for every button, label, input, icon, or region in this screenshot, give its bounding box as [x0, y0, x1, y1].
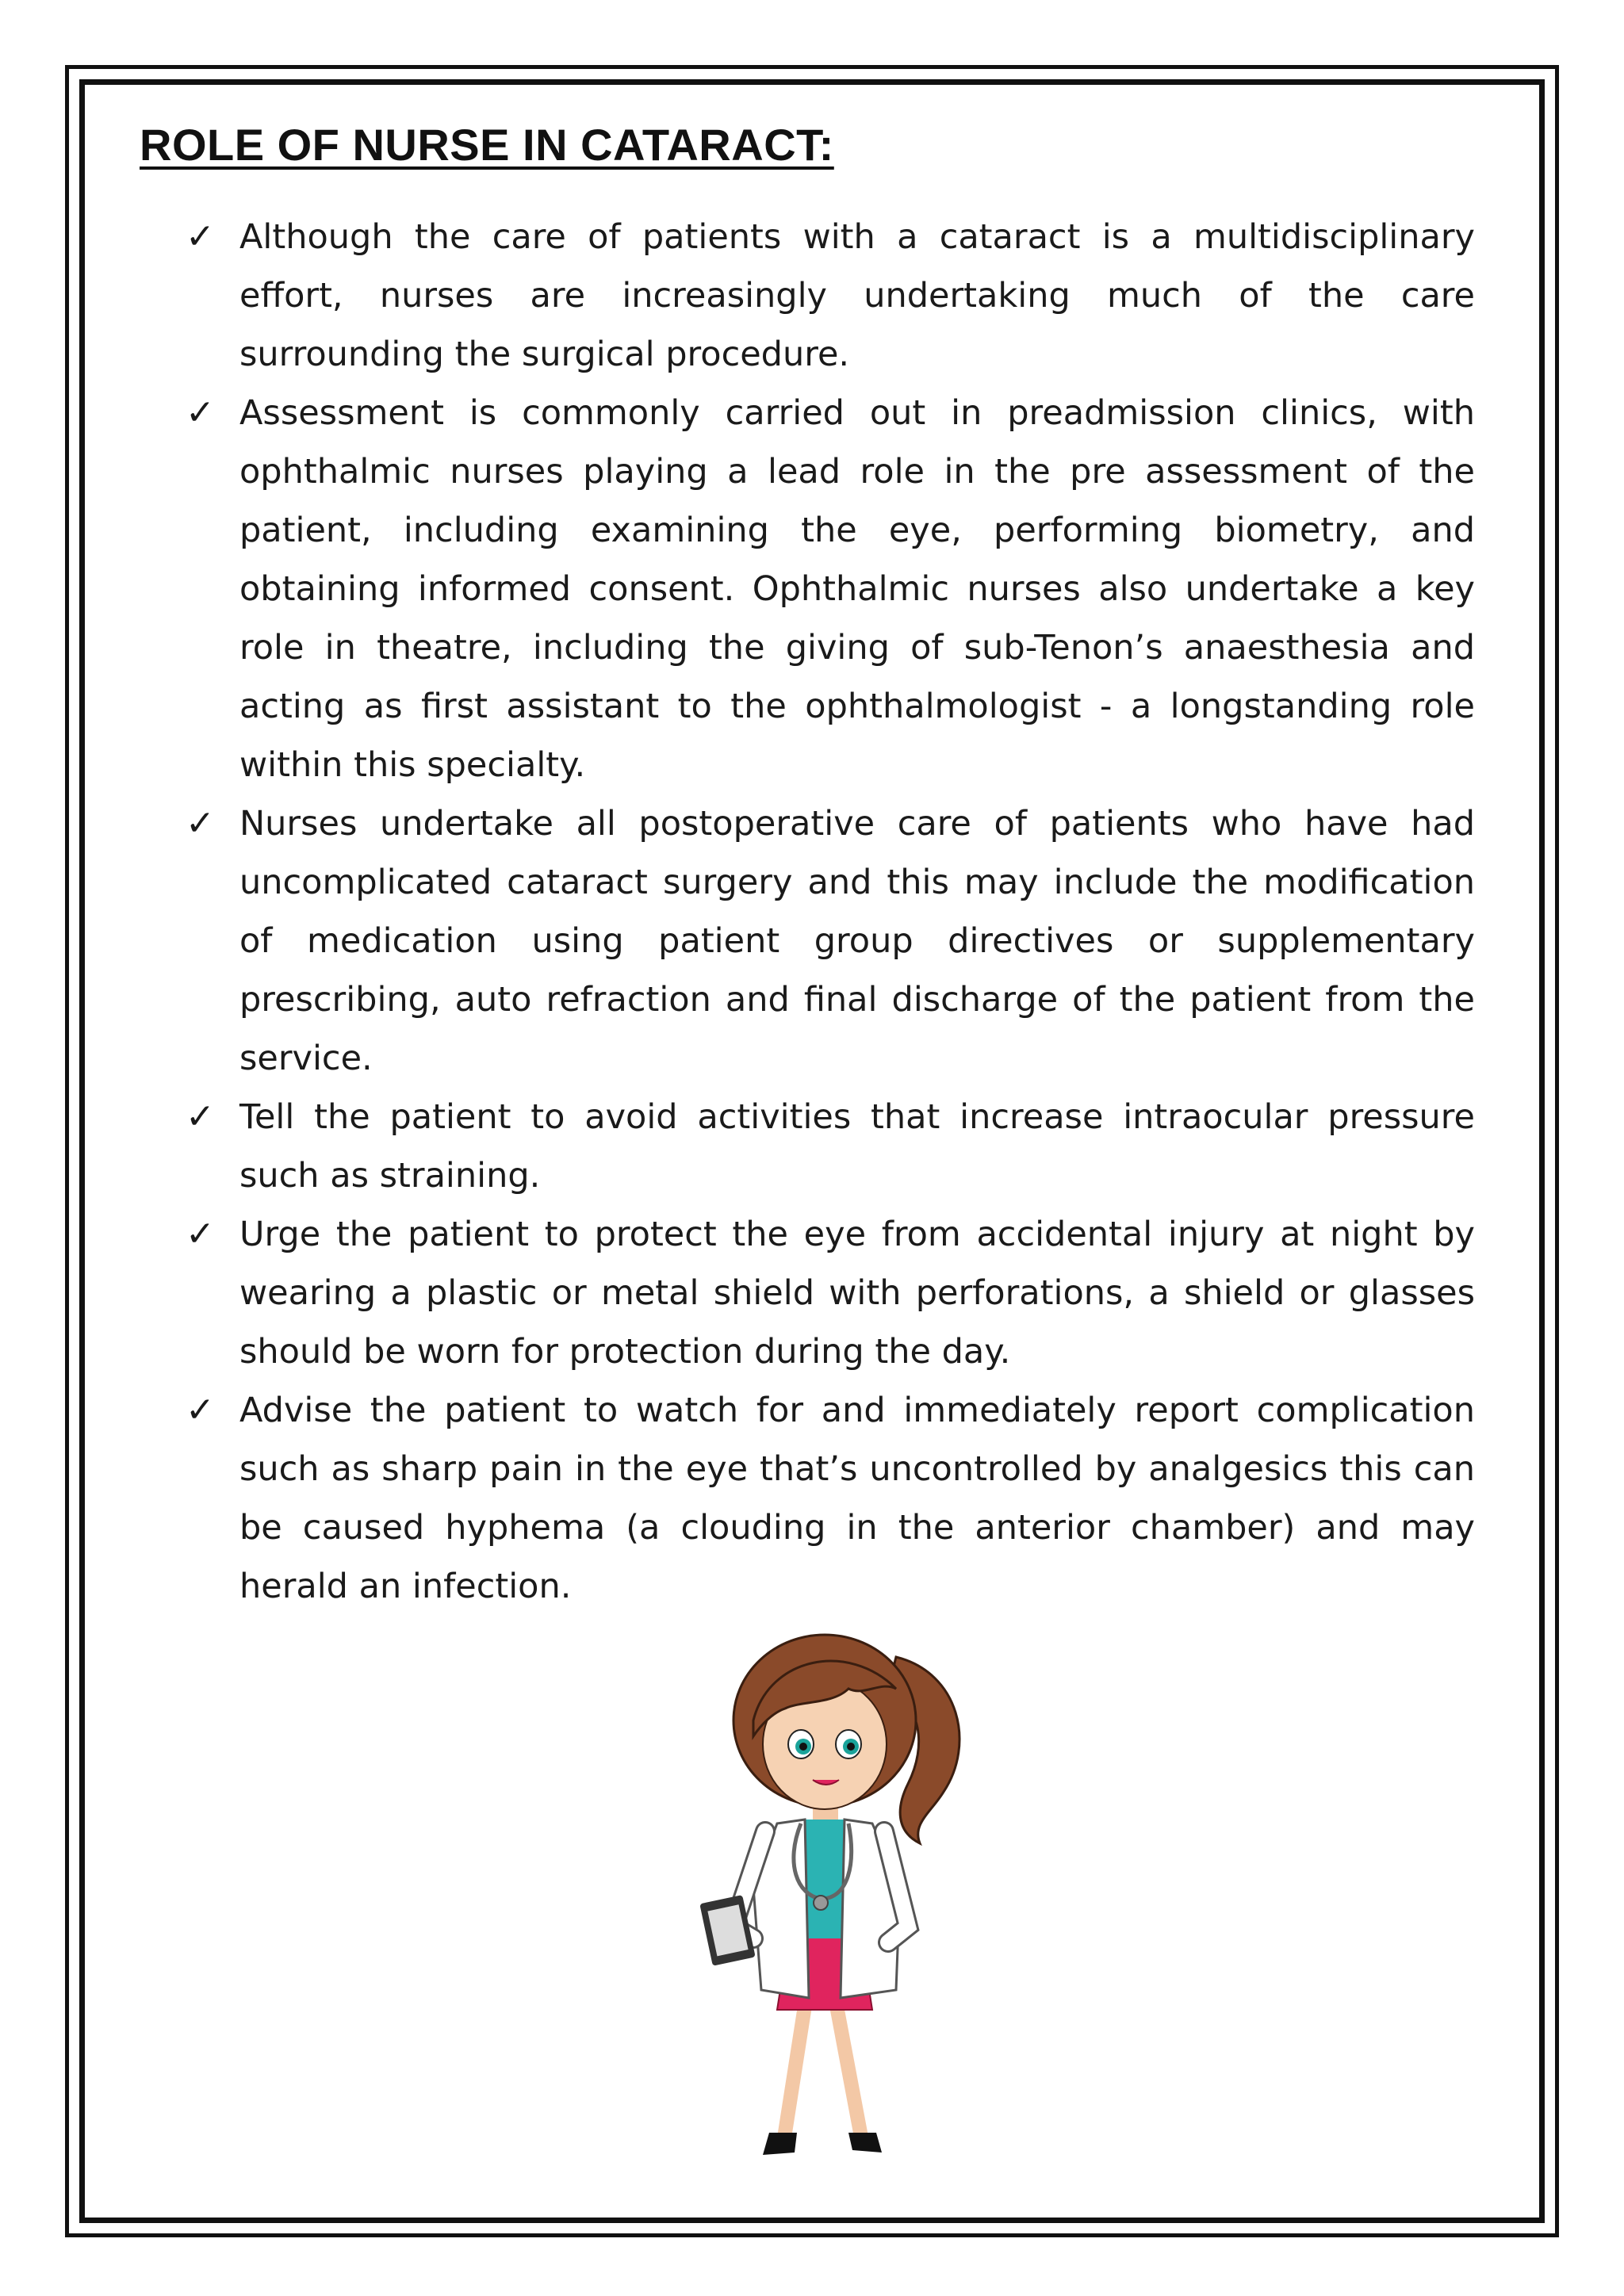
checkmark-icon: ✓	[186, 1390, 215, 1430]
list-item-text: Although the care of patients with a cataract is a multidisciplinary effort, nurses are increasingly undertaking much of the care surrounding the surgical procedure.	[239, 217, 1475, 374]
checkmark-icon: ✓	[186, 216, 215, 257]
list-item-text: Tell the patient to avoid activities that increase intraocular pressure such as straining.	[239, 1097, 1475, 1196]
list-item-text: Assessment is commonly carried out in preadmission clinics, with ophthalmic nurses playing a lead role in the pre assessment of the patient, including examining the eye, performing biometry, and obtaining informed consent. Ophthalmic nurses also undertake a key role in theatre, including the giving of sub-Tenon’s anaesthesia and acting as first assistant to the ophthalmologist - a longstanding role within this specialty.	[239, 393, 1475, 785]
list-item	[182, 208, 1475, 384]
list-item	[182, 1205, 1475, 1381]
list-item	[182, 794, 1475, 1088]
list-item	[182, 384, 1475, 794]
nurse-illustration	[658, 1625, 991, 2180]
list-item	[182, 1088, 1475, 1205]
checkmark-icon: ✓	[186, 803, 215, 844]
list-item-text: Nurses undertake all postoperative care of patients who have had uncomplicated cataract surgery and this may include the modification of medication using patient group directives or supplementary prescribing, auto refraction and final discharge of the patient from the service.	[239, 804, 1475, 1078]
bullet-list	[182, 208, 1475, 1616]
list-item	[182, 1381, 1475, 1616]
checkmark-icon: ✓	[186, 392, 215, 433]
checkmark-icon: ✓	[186, 1096, 215, 1137]
checkmark-icon: ✓	[186, 1214, 215, 1254]
page-title: ROLE OF NURSE IN CATARACT:	[140, 120, 834, 170]
list-item-text: Advise the patient to watch for and immediately report complication such as sharp pain in the eye that’s uncontrolled by analgesics this can be caused hyphema (a clouding in the anterior chamber) and may herald an infection.	[239, 1391, 1475, 1606]
list-item-text: Urge the patient to protect the eye from accidental injury at night by wearing a plastic or metal shield with perforations, a shield or glasses should be worn for protection during the day.	[239, 1215, 1475, 1372]
